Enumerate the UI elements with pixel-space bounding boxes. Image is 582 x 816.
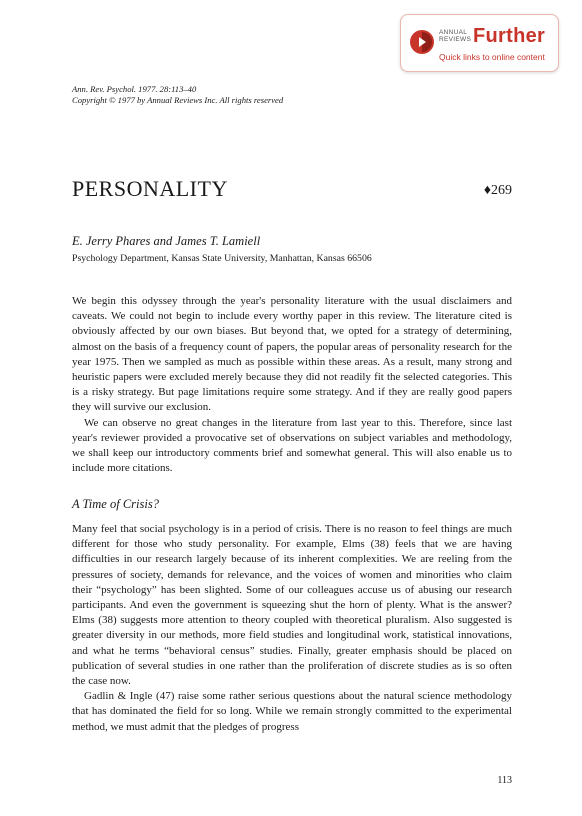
copyright-line: Copyright © 1977 by Annual Reviews Inc. All rights reserved	[72, 95, 284, 105]
citation-block	[72, 84, 283, 106]
paragraph: We begin this odyssey through the year's personality literature with the usual disclaimers and caveats. We could not begin to include every worthy paper in this review. The literature cited is obviously affected by our own biases. But beyond that, we opted for a strategy of determining, almost on the basis of a frequency count of papers, the popular areas of personality research for the year 1975. Then we sampled as much as possible within these areas. As a result, many strong and heuristic papers were excluded merely because they did not readily fit the selected categories. This is a risky strategy. But page limitations require some strategy. And if they are really good papers they will survive our exclusion.	[72, 295, 512, 414]
section-text	[72, 522, 512, 735]
affiliation: Psychology Department, Kansas State University, Manhattan, Kansas 66506	[72, 253, 372, 264]
further-label: Further	[473, 25, 546, 47]
authors: E. Jerry Phares and James T. Lamiell	[72, 234, 261, 248]
annual-reviews-logo-icon	[409, 29, 435, 55]
annual-reviews-wordmark: ANNUAL REVIEWS	[439, 29, 472, 43]
paragraph: Gadlin & Ingle (47) raise some rather serious questions about the natural science methodology that has dominated the field for so long. While we remain strongly committed to the experimental method, we must admit that the pledges of progress	[72, 690, 512, 733]
article-title: PERSONALITY	[72, 176, 228, 201]
intro-text	[72, 294, 512, 476]
page-number: 113	[497, 775, 512, 786]
further-badge[interactable]	[400, 14, 559, 72]
paragraph: Many feel that social psychology is in a period of crisis. There is no reason to feel things are much different for those who study personality. For example, Elms (38) feels that we are having difficulties in our research largely because of its inherent complexities. We are reeling from the pressures of society, demands for relevance, and the voices of women and minorities who claim their “psychology” has been slighted. Some of our colleagues accuse us of abusing our research participants. And even the government is squeezing shut the horn of plenty. What is the answer? Elms (38) suggests more attention to theory coupled with theoretical pluralism. Also suggested is greater diversity in our methods, more field studies and longitudinal work, statistical innovations, and what he terms “behavioral census” studies. Finally, greater emphasis should be placed on publication of several studies in one rather than the proliferation of discrete studies as is so often the case now.	[72, 523, 512, 688]
section-heading: A Time of Crisis?	[72, 497, 159, 511]
further-subtitle[interactable]: Quick links to online content	[439, 52, 545, 62]
paragraph: We can observe no great changes in the literature from last year to this. Therefore, since last year's reviewer provided a provocative set of observations on subject variables and methodology, we shall keep our introductory comments brief and somewhat general. This will also enable us to include more citations.	[72, 416, 512, 475]
citation-line: Ann. Rev. Psychol. 1977. 28:113–40	[72, 84, 197, 94]
chapter-number: ♦269	[483, 183, 512, 198]
